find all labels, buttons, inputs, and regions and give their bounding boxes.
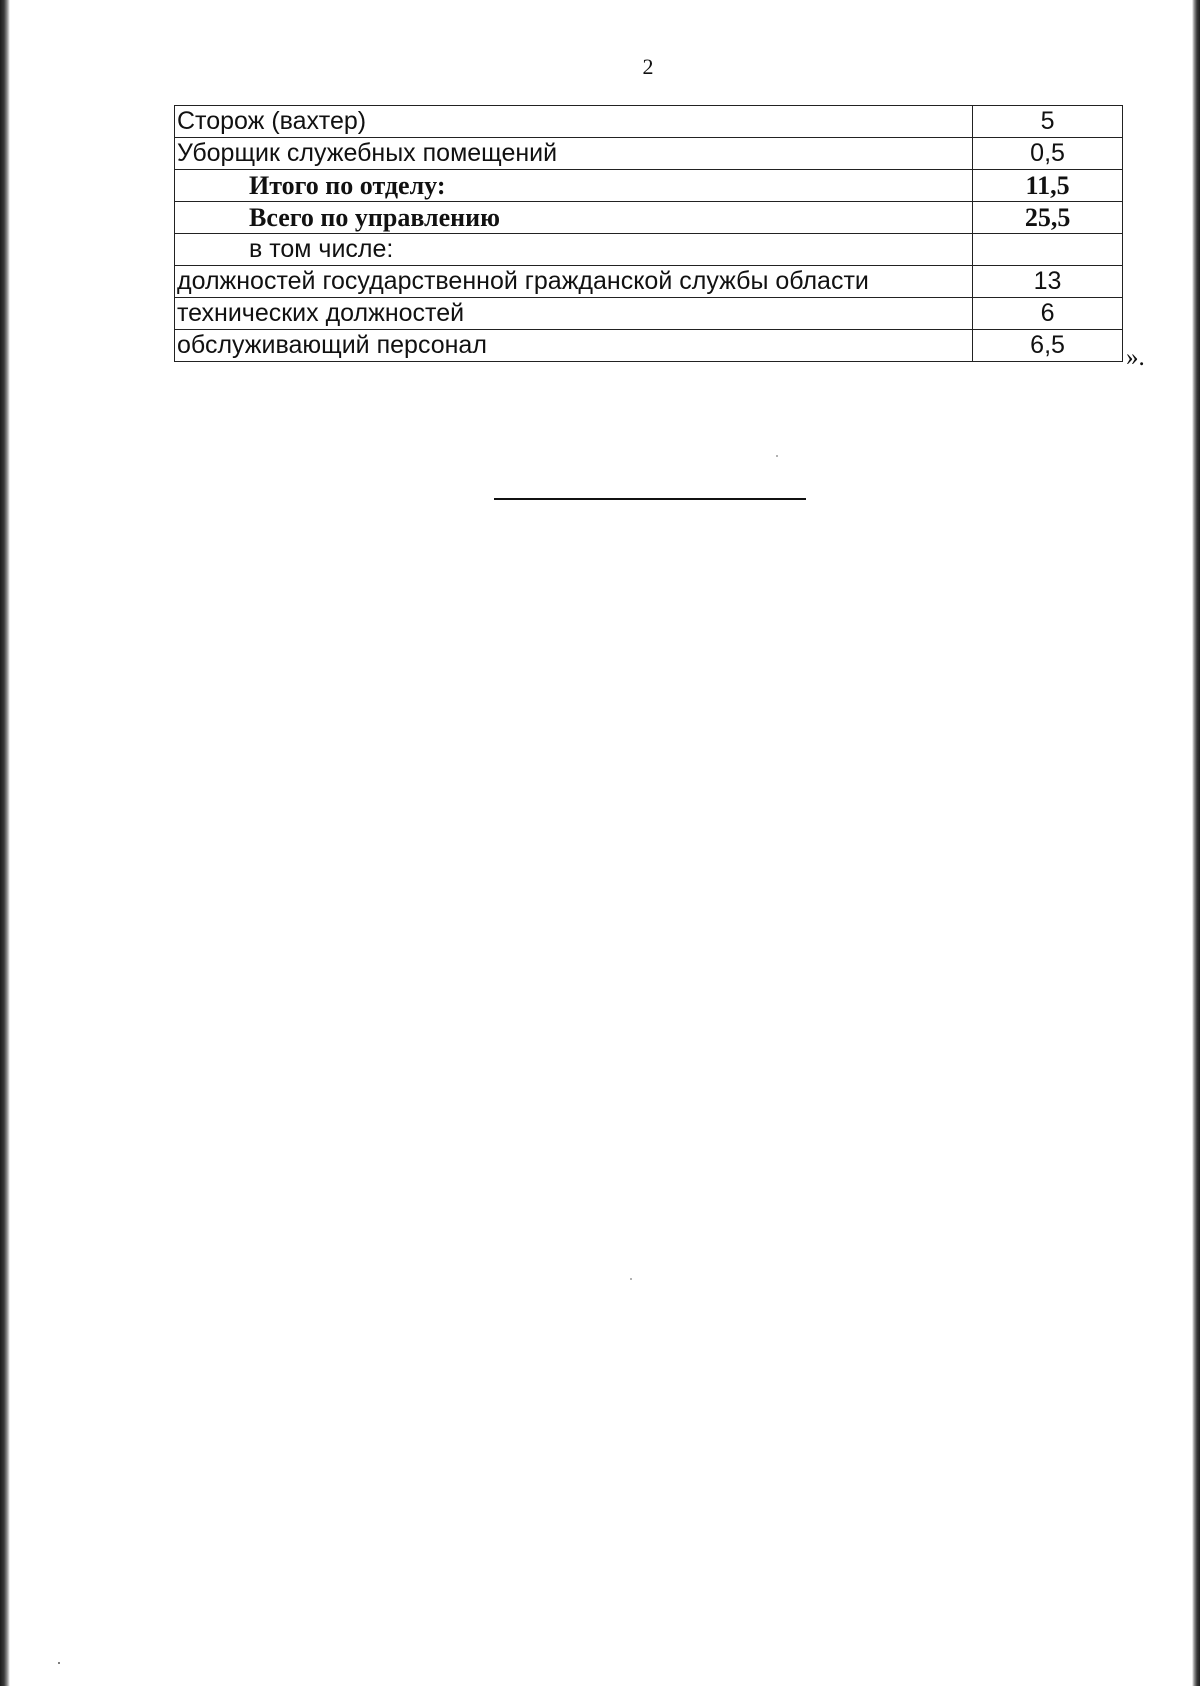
position-name-cell: Сторож (вахтер) (175, 106, 973, 138)
position-count-cell: 0,5 (973, 138, 1123, 170)
page-number: 2 (642, 54, 654, 79)
staffing-table (174, 105, 1123, 362)
table-row (175, 298, 1123, 330)
position-count-cell: 6,5 (973, 330, 1123, 362)
position-count-cell: 13 (973, 266, 1123, 298)
directorate-total-value: 25,5 (973, 202, 1123, 234)
department-total-row (175, 170, 1123, 202)
scan-edge-right (1192, 0, 1200, 1686)
including-value (973, 234, 1123, 266)
directorate-total-label: Всего по управлению (175, 202, 973, 234)
end-of-document-rule (494, 498, 806, 500)
position-count-cell: 5 (973, 106, 1123, 138)
scan-speck (58, 1662, 60, 1664)
position-name-cell: обслуживающий персонал (175, 330, 973, 362)
table-row (175, 330, 1123, 362)
table-row (175, 106, 1123, 138)
including-row (175, 234, 1123, 266)
position-name-cell: Уборщик служебных помещений (175, 138, 973, 170)
scan-speck (630, 1278, 632, 1280)
including-label: в том числе: (175, 234, 973, 266)
directorate-total-row (175, 202, 1123, 234)
department-total-value: 11,5 (973, 170, 1123, 202)
department-total-label: Итого по отделу: (175, 170, 973, 202)
position-name-cell: должностей государственной гражданской службы области (175, 266, 973, 298)
closing-quote-mark: ». (1126, 344, 1145, 371)
table-row (175, 138, 1123, 170)
position-count-cell: 6 (973, 298, 1123, 330)
scan-speck (776, 455, 778, 457)
scan-edge-left (0, 0, 10, 1686)
position-name-cell: технических должностей (175, 298, 973, 330)
table-row (175, 266, 1123, 298)
